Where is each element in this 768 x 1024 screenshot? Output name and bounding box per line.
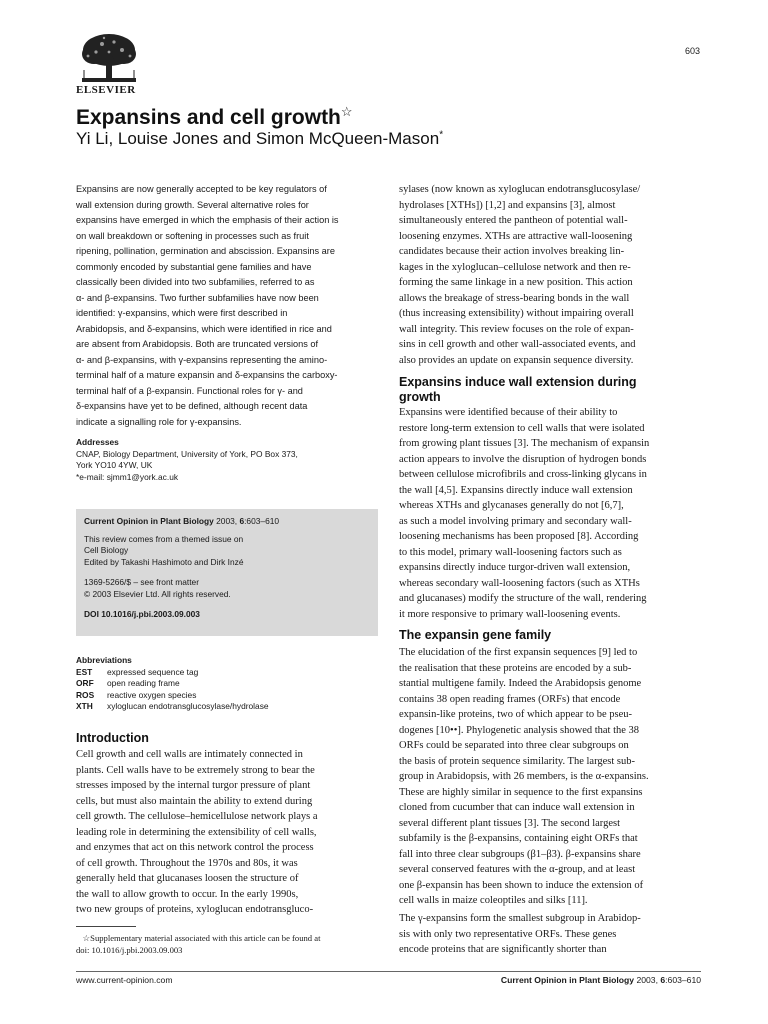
body-line: and enzymes that act on this network control the process xyxy=(76,842,314,853)
abbreviations-heading: Abbreviations xyxy=(76,655,132,665)
journal-info-box xyxy=(76,509,378,636)
body-line: cell walls in maize coleoptiles and silks [11]. xyxy=(399,895,588,906)
journal-volume: 6 xyxy=(239,516,245,526)
footer-year: 2003, xyxy=(636,975,661,985)
body-line: stantial multigene family. Indeed the Arabidopsis genome xyxy=(399,678,642,689)
footnote-text: Supplementary material associated with this article can be found at xyxy=(90,933,321,943)
abbreviation-definition: expressed sequence tag xyxy=(107,666,199,677)
title-text: Expansins and cell growth xyxy=(76,106,341,129)
body-line: Cell growth and cell walls are intimately connected in xyxy=(76,749,303,760)
footnote-line xyxy=(76,932,378,944)
heading-line: growth xyxy=(399,390,441,404)
abstract-line: terminal half of a β-expansin. Functional roles for γ- and xyxy=(76,385,303,396)
address-line: York YO10 4YW, UK xyxy=(76,460,153,470)
body-line: cell growth. The cellulose–hemicellulose network plays a xyxy=(76,811,318,822)
body-line: cloned from cucumber that can induce wall extension in xyxy=(399,802,635,813)
body-line: subfamily is the β-expansins, containing eight ORFs that xyxy=(399,833,638,844)
body-line: plants. Cell walls have to be extremely strong to bear the xyxy=(76,764,315,776)
body-line: group in Arabidopsis, with 26 members, is the α-expansins. xyxy=(399,771,649,782)
body-line: simultaneously entered the pantheon of potential wall- xyxy=(399,215,628,226)
abstract-line: α- and β-expansins, with γ-expansins representing the amino- xyxy=(76,354,328,365)
theme-line: Cell Biology xyxy=(84,545,129,555)
body-line: encode proteins that are significantly shorter than xyxy=(399,944,607,955)
body-line: generally held that glucanases loosen the structure of xyxy=(76,873,299,884)
journal-citation xyxy=(84,516,370,528)
wall-extension-text xyxy=(399,405,701,622)
body-line: it more responsive to primary wall-loosening events. xyxy=(399,608,621,620)
body-line: the realisation that these proteins are encoded by a sub- xyxy=(399,662,632,674)
title-footnote-mark[interactable]: ☆ xyxy=(340,104,353,119)
body-line: the wall [4,5]. Expansins directly induce wall extension xyxy=(399,484,633,496)
abbreviation-key: EST xyxy=(76,666,93,677)
gene-family-heading: The expansin gene family xyxy=(399,628,552,642)
body-line: several different plant tissues [3]. The second largest xyxy=(399,817,621,829)
body-line: contains 38 open reading frames (ORFs) that encode xyxy=(399,693,621,705)
footer-volume: 6 xyxy=(660,975,666,985)
abbreviations-table xyxy=(76,667,269,713)
body-line: hydrolases [XTHs]) [1,2] and expansins [3], almost xyxy=(399,199,616,211)
body-line: The elucidation of the first expansin sequences [9] led to xyxy=(399,647,638,658)
body-line: and glucanases) modify the structure of the wall, rendering xyxy=(399,593,647,604)
body-line: as such a model involving primary and secondary wall- xyxy=(399,515,632,527)
abbreviation-key: XTH xyxy=(76,701,93,711)
body-line: loosening mechanisms has been proposed [8]. According xyxy=(399,531,639,542)
body-line: also provides an update on expansin sequence diversity. xyxy=(399,354,634,366)
address-line: CNAP, Biology Department, University of York, PO Box 373, xyxy=(76,448,298,459)
body-line: whereas XTHs and glycanases generally do not [6,7], xyxy=(399,500,624,511)
journal-year: 2003, xyxy=(216,516,240,526)
body-line: sins in cell growth and other wall-associated events, and xyxy=(399,339,636,350)
abbreviation-key: ROS xyxy=(76,689,95,700)
abstract-line: ripening, pollination, germination and abscission. Expansins are xyxy=(76,246,335,256)
heading-line: Expansins induce wall extension during xyxy=(399,375,637,389)
authors-text: Yi Li, Louise Jones and Simon McQueen-Mason xyxy=(76,129,440,148)
abstract-line: identified: γ-expansins, which were first described in xyxy=(76,308,288,318)
journal-website[interactable]: www.current-opinion.com xyxy=(76,975,173,985)
body-line: ORFs could be separated into three clear subgroups on xyxy=(399,740,629,751)
body-line: of cell growth. Throughout the 1970s and 80s, it was xyxy=(76,857,298,869)
journal-pages: :603–610 xyxy=(244,516,280,526)
body-line: the wall to allow growth to occur. In the early 1990s, xyxy=(76,888,299,900)
addresses xyxy=(76,437,378,483)
abbreviation-definition: xyloglucan endotransglucosylase/hydrolase xyxy=(107,701,269,711)
theme-line: This review comes from a themed issue on xyxy=(84,533,244,544)
body-line: wall integrity. This review focuses on the role of expan- xyxy=(399,323,634,335)
abbreviations xyxy=(76,655,378,713)
body-line: forming the same linkage in a new position. This action xyxy=(399,277,633,288)
body-line: to this model, primary wall-loosening factors such as xyxy=(399,546,622,558)
abstract-line: Arabidopsis, and δ-expansins, which were identified in rice and xyxy=(76,323,332,334)
body-line: stresses imposed by the internal turgor pressure of plant xyxy=(76,780,311,791)
body-line: sis with only two representative ORFs. These genes xyxy=(399,928,617,940)
abstract-line: terminal half of a mature expansin and δ-expansins the carboxy- xyxy=(76,370,338,380)
abbreviation-row xyxy=(76,678,269,690)
body-line: These are highly similar in sequence to the first expansins xyxy=(399,786,643,798)
footnote-mark: ☆ xyxy=(82,933,91,943)
abstract-line: are absent from Arabidopsis. Both are truncated versions of xyxy=(76,339,319,349)
abstract-line: Expansins are now generally accepted to be key regulators of xyxy=(76,184,327,194)
footnote-divider xyxy=(76,926,136,927)
abstract xyxy=(76,182,378,430)
abbreviation-definition: reactive oxygen species xyxy=(107,689,197,700)
supplementary-footnote xyxy=(76,932,378,956)
abbreviation-row xyxy=(76,701,269,713)
author-email[interactable]: *e-mail: sjmm1@york.ac.uk xyxy=(76,471,179,482)
body-line: allows the breakage of stress-bearing bonds in the wall xyxy=(399,292,630,304)
body-line: candidates because their action involves breaking lin- xyxy=(399,246,625,257)
rights-line: © 2003 Elsevier Ltd. All rights reserved. xyxy=(84,588,231,599)
publisher-name: ELSEVIER xyxy=(76,84,136,96)
theme-line: Edited by Takashi Hashimoto and Dirk Inzé xyxy=(84,556,244,567)
doi-link[interactable]: DOI 10.1016/j.pbi.2003.09.003 xyxy=(84,609,200,619)
body-line: the basis of protein sequence similarity. The largest sub- xyxy=(399,755,635,767)
abstract-line: α- and β-expansins. Two further subfamilies have now been xyxy=(76,292,319,303)
footer-citation xyxy=(501,975,701,985)
body-line: leading role in determining the extensibility of cell walls, xyxy=(76,826,317,838)
abstract-line: expansins have emerged in which the emphasis of their action is xyxy=(76,215,339,225)
body-line: sylases (now known as xyloglucan endotransglucosylase/ xyxy=(399,184,641,195)
page-number: 603 xyxy=(684,46,700,56)
body-line: restore long-term extension to cell walls that were isolated xyxy=(399,422,645,434)
footer-divider xyxy=(76,971,701,972)
footnote-doi[interactable]: doi: 10.1016/j.pbi.2003.09.003 xyxy=(76,945,183,955)
body-line: cells, but must also maintain the ability to extend during xyxy=(76,795,313,807)
abstract-line: commonly encoded by substantial gene families and have xyxy=(76,261,312,272)
column2-intro-text xyxy=(399,182,701,368)
body-line: loosening enzymes. XTHs are attractive wall-loosening xyxy=(399,230,633,242)
body-line: expansins directly induce turgor-driven wall extension, xyxy=(399,562,631,573)
introduction-text xyxy=(76,747,378,918)
body-line: two new groups of proteins, xyloglucan endotransgluco- xyxy=(76,904,314,915)
body-line: whereas secondary wall-loosening factors (such as XTHs xyxy=(399,577,640,589)
body-line: fall into three clear subgroups (β1–β3). β-expansins share xyxy=(399,848,641,860)
body-line: from growing plant tissues [3]. The mechanism of expansin xyxy=(399,438,650,449)
body-line: action appears to involve the disruption of hydrogen bonds xyxy=(399,453,647,465)
body-line: expansin-like proteins, two of which appear to be pseu- xyxy=(399,709,632,720)
abstract-line: indicate a signalling role for γ-expansins. xyxy=(76,416,242,427)
abstract-line: wall extension during growth. Several alternative roles for xyxy=(76,199,309,210)
abstract-line: δ-expansins have yet to be defined, although recent data xyxy=(76,401,308,411)
corresponding-author-mark: * xyxy=(439,129,444,141)
gene-family-text xyxy=(399,645,701,909)
wall-extension-heading xyxy=(399,375,701,405)
rights-line: 1369-5266/$ – see front matter xyxy=(84,577,199,587)
abstract-line: on wall breakdown or softening in processes such as fruit xyxy=(76,230,309,241)
article-title xyxy=(76,104,353,130)
article-authors xyxy=(76,129,443,149)
abbreviation-row xyxy=(76,690,269,702)
abbreviation-definition: open reading frame xyxy=(107,678,180,688)
gamma-expansin-text xyxy=(399,911,701,958)
body-line: several conserved features with the α-group, and at least xyxy=(399,864,636,875)
body-line: The γ-expansins form the smallest subgroup in Arabidop- xyxy=(399,913,641,924)
body-line: dogenes [10••]. Phylogenetic analysis showed that the 38 xyxy=(399,724,640,736)
journal-name: Current Opinion in Plant Biology xyxy=(84,516,214,526)
abbreviation-key: ORF xyxy=(76,678,94,688)
body-line: (thus increasing extensibility) without impairing overall xyxy=(399,308,634,319)
addresses-heading: Addresses xyxy=(76,437,119,447)
body-line: Expansins were identified because of their ability to xyxy=(399,407,618,418)
body-line: kages in the xyloglucan–cellulose network and then re- xyxy=(399,261,631,273)
introduction-heading: Introduction xyxy=(76,731,149,745)
abstract-line: classically been divided into two subfamilies, referred to as xyxy=(76,277,315,287)
body-line: one β-expansin has been shown to induce the extension of xyxy=(399,879,644,891)
footer-pages: :603–610 xyxy=(665,975,701,985)
footer-journal: Current Opinion in Plant Biology xyxy=(500,975,635,985)
abbreviation-row xyxy=(76,667,269,679)
body-line: between cellulose microfibrils and cross-linking glycans in xyxy=(399,469,647,480)
